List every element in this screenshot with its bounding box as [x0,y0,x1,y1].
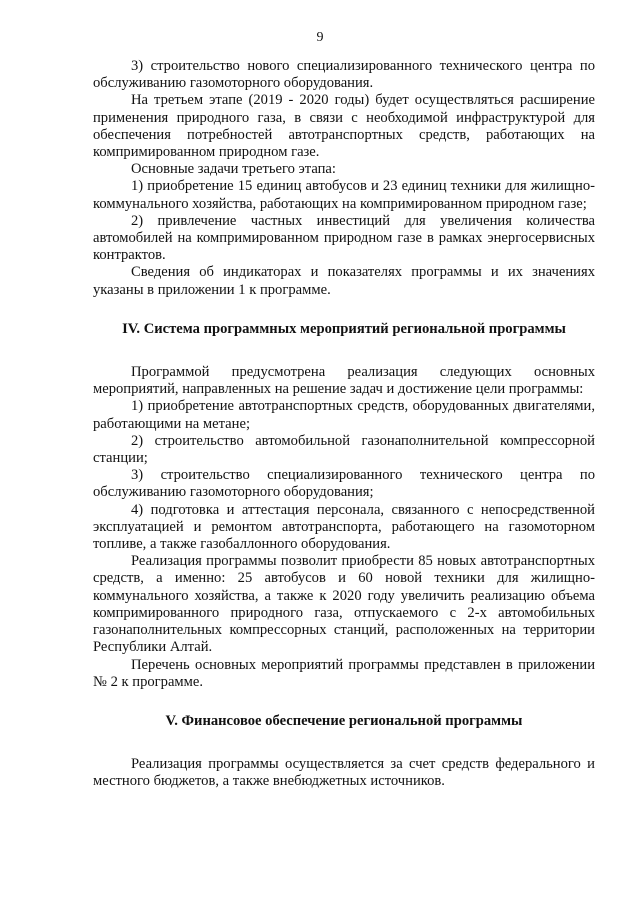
document-body [93,58,595,791]
paragraph: Основные задачи третьего этапа: [131,161,336,178]
section-iv [93,364,595,691]
list-item: 4) подготовка и аттестация персонала, связанного с непосредственной эксплуатацией и ремонтом автотранспорта, работающего на газомоторном топливе, а также газобаллонного оборудования. [93,501,595,553]
list-item: 1) приобретение 15 единиц автобусов и 23 единиц техники для жилищно-коммунального хозяйства, работающих на компримированном природном газе; [93,178,595,212]
paragraph: На третьем этапе (2019 - 2020 годы) будет осуществляться расширение применения природного газа, в связи с необходимой инфраструктурой для обеспечения потребностей автотранспортных средств, работающих на компримированном природном газе. [93,92,595,161]
paragraph: Реализация программы позволит приобрести 85 новых автотранспортных средств, а именно: 25 автобусов и 60 новой техники для жилищно-коммунального хозяйства, а также к 2020 году увеличить реализацию объема компримированного природного газа, отпускаемого с 2-х автомобильных газонаполнительных компрессорных станций, расположенных на территории Республики Алтай. [93,553,595,656]
paragraph: Программой предусмотрена реализация следующих основных мероприятий, направленных на решение задач и достижение цели программы: [93,364,595,398]
list-item: 2) строительство автомобильной газонаполнительной компрессорной станции; [93,432,595,467]
paragraph: Реализация программы осуществляется за счет средств федерального и местного бюджетов, а также внебюджетных источников. [93,756,595,790]
paragraph: Сведения об индикаторах и показателях программы и их значениях указаны в приложении 1 к программе. [93,264,595,298]
paragraph: 3) строительство нового специализированного технического центра по обслуживанию газомоторного оборудования. [93,58,595,92]
list-item: 3) строительство специализированного технического центра по обслуживанию газомоторного оборудования; [93,467,595,501]
list-item: 1) приобретение автотранспортных средств, оборудованных двигателями, работающими на метане; [93,398,595,432]
section-heading-v: V. Финансовое обеспечение региональной программы [165,712,523,729]
paragraph: Перечень основных мероприятий программы представлен в приложении № 2 к программе. [93,656,595,690]
section-v [93,756,595,790]
list-item: 2) привлечение частных инвестиций для увеличения количества автомобилей на компримированном природном газе в рамках энергосервисных контрактов. [93,212,595,264]
section-heading-iv: IV. Система программных мероприятий региональной программы [122,320,566,337]
intro-section [93,58,595,299]
page-number: 9 [316,30,324,45]
